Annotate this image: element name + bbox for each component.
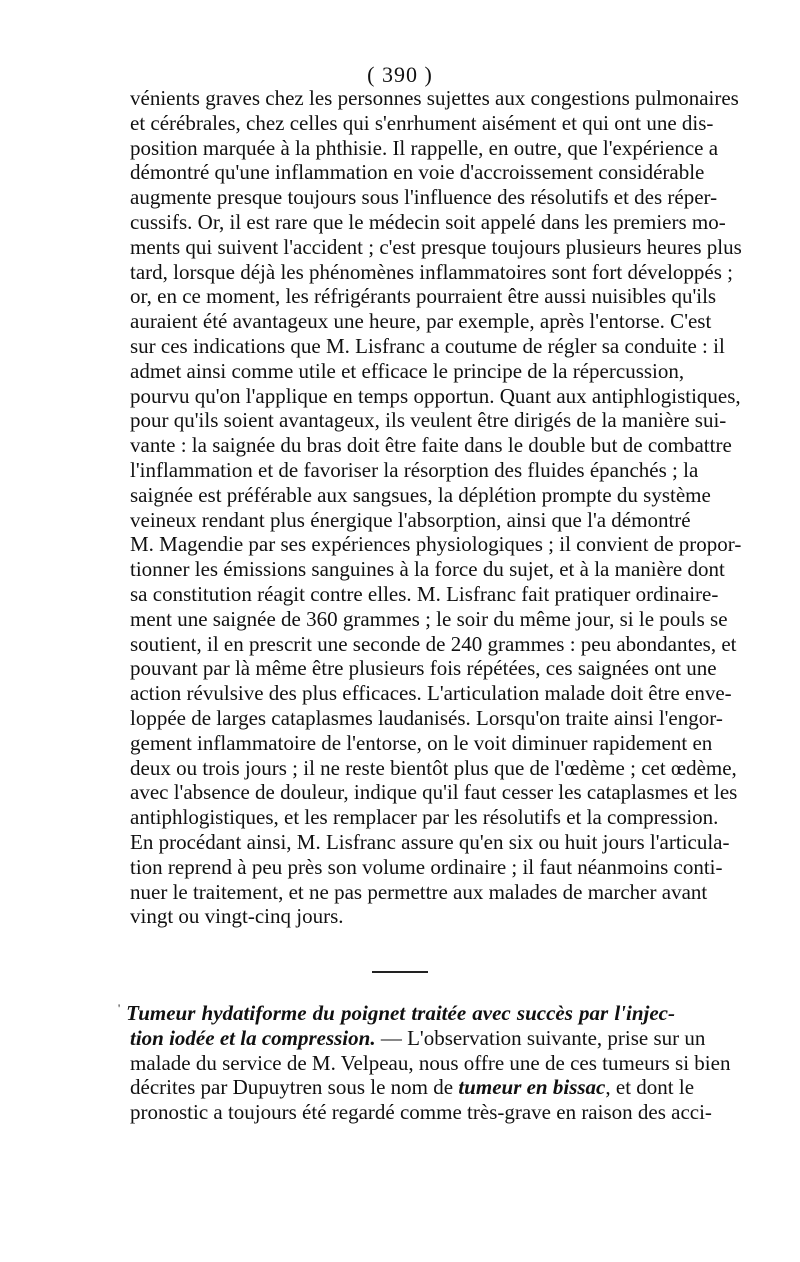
text-line: admet ainsi comme utile et efficace le principe de la répercussion,: [130, 358, 685, 383]
text-line: sa constitution réagit contre elles. M. Lisfranc fait pratiquer ordinaire-: [130, 581, 719, 606]
text-line: ment une saignée de 360 grammes ; le soir du même jour, si le pouls se: [130, 606, 728, 631]
section-heading-line: [118, 1001, 675, 1026]
text-line: démontré qu'une inflammation en voie d'accroissement considérable: [130, 160, 705, 185]
text-line: et cérébrales, chez celles qui s'enrhument aisément et qui ont une dis-: [130, 110, 714, 135]
text-line: pouvant par là même être plusieurs fois répétées, ces saignées ont une: [130, 656, 717, 681]
text-line: En procédant ainsi, M. Lisfranc assure qu'en six ou huit jours l'articula-: [130, 829, 730, 854]
text-line: augmente presque toujours sous l'influence des résolutifs et des réper-: [130, 185, 718, 210]
text-line: loppée de larges cataplasmes laudanisés. Lorsqu'on traite ainsi l'engor-: [130, 705, 723, 730]
text-line: vante : la saignée du bras doit être faite dans le double but de combattre: [130, 433, 732, 458]
section-divider: [372, 971, 428, 973]
text-line: tion reprend à peu près son volume ordinaire ; il faut néanmoins conti-: [130, 854, 723, 879]
text-run: décrites par Dupuytren sous le nom de: [130, 1075, 459, 1100]
text-line: vénients graves chez les personnes sujettes aux congestions pulmonaires: [130, 86, 739, 110]
footnote-mark: ': [118, 1001, 121, 1015]
text-line: saignée est préférable aux sangsues, la déplétion prompte du système: [130, 482, 711, 507]
text-run: — L'observation suivante, prise sur un: [375, 1025, 706, 1050]
section-heading-text: tion iodée et la compression.: [130, 1025, 376, 1050]
text-line: vingt ou vingt-cinq jours.: [130, 904, 344, 929]
text-line: gement inflammatoire de l'entorse, on le voit diminuer rapidement en: [130, 730, 713, 755]
text-line: auraient été avantageux une heure, par exemple, après l'entorse. C'est: [130, 309, 712, 334]
text-line: sur ces indications que M. Lisfranc a coutume de régler sa conduite : il: [130, 333, 725, 358]
section-heading-text: Tumeur hydatiforme du poignet traitée avec succès par l'injec-: [126, 1001, 675, 1025]
page-number: ( 390 ): [367, 62, 433, 87]
text-line: tard, lorsque déjà les phénomènes inflammatoires sont fort développés ;: [130, 259, 734, 284]
text-line: soutient, il en prescrit une seconde de 240 grammes : peu abondantes, et: [130, 631, 737, 656]
emphasized-term: tumeur en bissac: [458, 1075, 606, 1100]
text-line: pourvu qu'on l'applique en temps opportun. Quant aux antiphlogistiques,: [130, 383, 741, 408]
text-line: or, en ce moment, les réfrigérants pourraient être aussi nuisibles qu'ils: [130, 284, 717, 309]
text-line: malade du service de M. Velpeau, nous offre une de ces tumeurs si bien: [130, 1050, 731, 1075]
text-line: action révulsive des plus efficaces. L'articulation malade doit être enve-: [130, 681, 732, 706]
text-line: pour qu'ils soient avantageux, ils veulent être dirigés de la manière sui-: [130, 408, 727, 433]
text-line: nuer le traitement, et ne pas permettre aux malades de marcher avant: [130, 879, 708, 904]
text-line: [130, 1025, 706, 1051]
text-line: l'inflammation et de favoriser la résorption des fluides épanchés ; la: [130, 457, 699, 482]
text-line: tionner les émissions sanguines à la force du sujet, et à la manière dont: [130, 557, 725, 582]
text-line: cussifs. Or, il est rare que le médecin soit appelé dans les premiers mo-: [130, 209, 726, 234]
text-run: , et dont le: [605, 1075, 695, 1100]
text-line: veineux rendant plus énergique l'absorption, ainsi que l'a démontré: [130, 507, 691, 532]
text-line: deux ou trois jours ; il ne reste bientôt plus que de l'œdème ; cet œdème,: [130, 755, 737, 780]
text-line: antiphlogistiques, et les remplacer par les résolutifs et la compression.: [130, 805, 719, 830]
text-line: [130, 1075, 695, 1100]
text-line: position marquée à la phthisie. Il rappelle, en outre, que l'expérience a: [130, 135, 719, 160]
text-line: pronostic a toujours été regardé comme très-grave en raison des acci-: [130, 1100, 712, 1125]
text-line: ments qui suivent l'accident ; c'est presque toujours plusieurs heures plus: [130, 234, 742, 259]
observation-section: [118, 1001, 731, 1125]
main-paragraph: [130, 86, 742, 929]
text-line: avec l'absence de douleur, indique qu'il faut cesser les cataplasmes et les: [130, 780, 738, 805]
text-line: M. Magendie par ses expériences physiologiques ; il convient de propor-: [130, 532, 742, 557]
